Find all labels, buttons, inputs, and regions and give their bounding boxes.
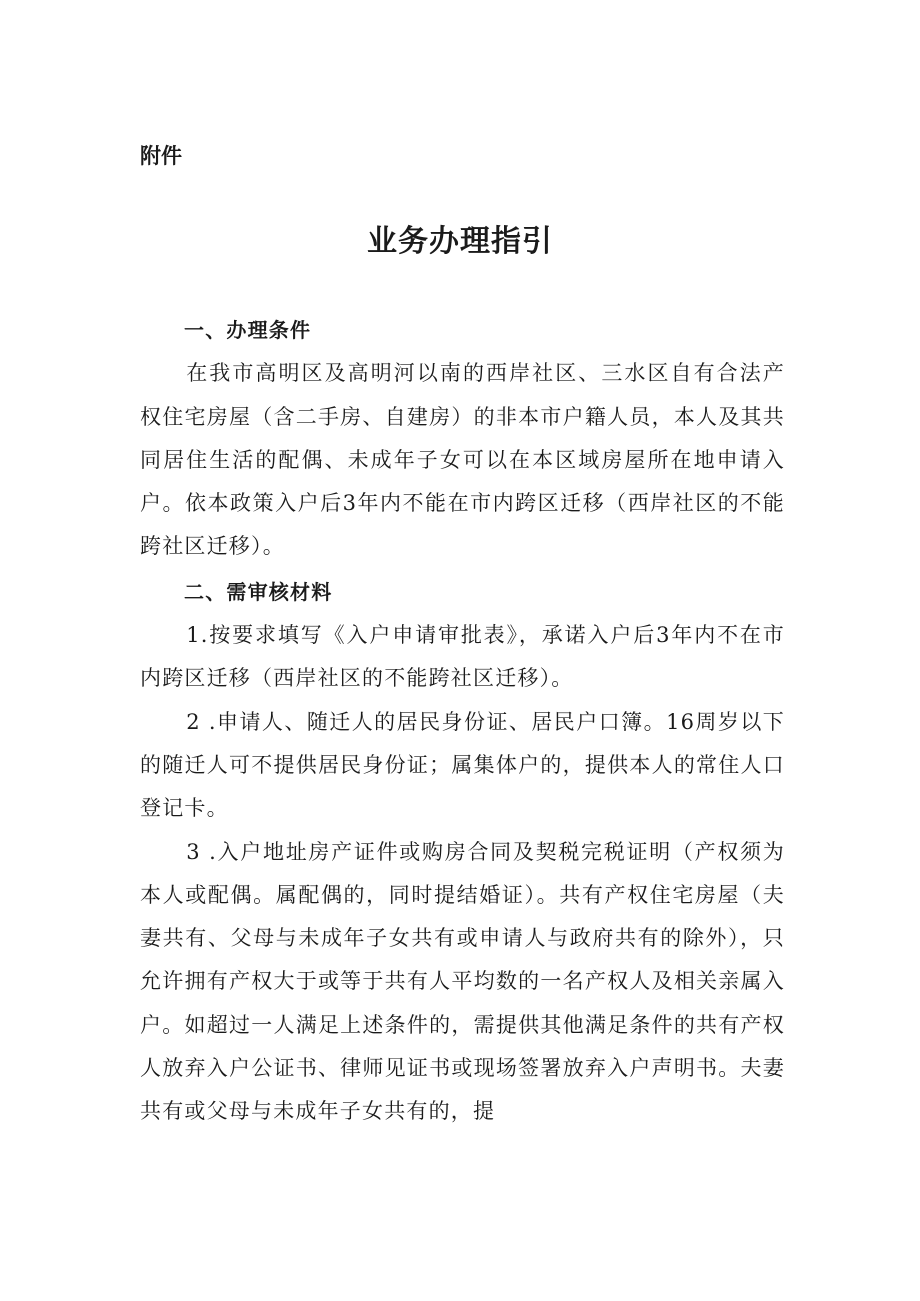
paragraph-conditions: 在我市高明区及高明河以南的西岸社区、三水区自有合法产权住宅房屋（含二手房、自建房）的非本市户籍人员，本人及其共同居住生活的配偶、未成年子女可以在本区域房屋所在地申请入户。依本政策入户后3年内不能在市内跨区迁移（西岸社区的不能跨社区迁移）。 [140,361,785,559]
paragraph-material-3: 3 .入户地址房产证件或购房合同及契税完税证明（产权须为本人或配偶。属配偶的，同时提结婚证）。共有产权住宅房屋（夫妻共有、父母与未成年子女共有或申请人与政府共有的除外），只允许拥有产权大于或等于共有人平均数的一名产权人及相关亲属入户。如超过一人满足上述条件的，需提供其他满足条件的共有产权人放弃入户公证书、律师见证书或现场签署放弃入户声明书。夫妻共有或父母与未成年子女共有的，提 [140,839,785,1124]
attachment-label: 附件 [140,144,182,168]
document-title: 业务办理指引 [367,224,553,259]
paragraph-material-1: 1.按要求填写《入户申请审批表》，承诺入户后3年内不在市内跨区迁移（西岸社区的不能跨社区迁移）。 [140,623,785,691]
document-body [140,307,785,1134]
paragraph-material-2: 2 .申请人、随迁人的居民身份证、居民户口簿。16周岁以下的随迁人可不提供居民身份证；属集体户的，提供本人的常住人口登记卡。 [140,709,785,821]
section-heading-materials: 二、需审核材料 [184,579,333,604]
section-heading-conditions: 一、办理条件 [184,318,312,342]
